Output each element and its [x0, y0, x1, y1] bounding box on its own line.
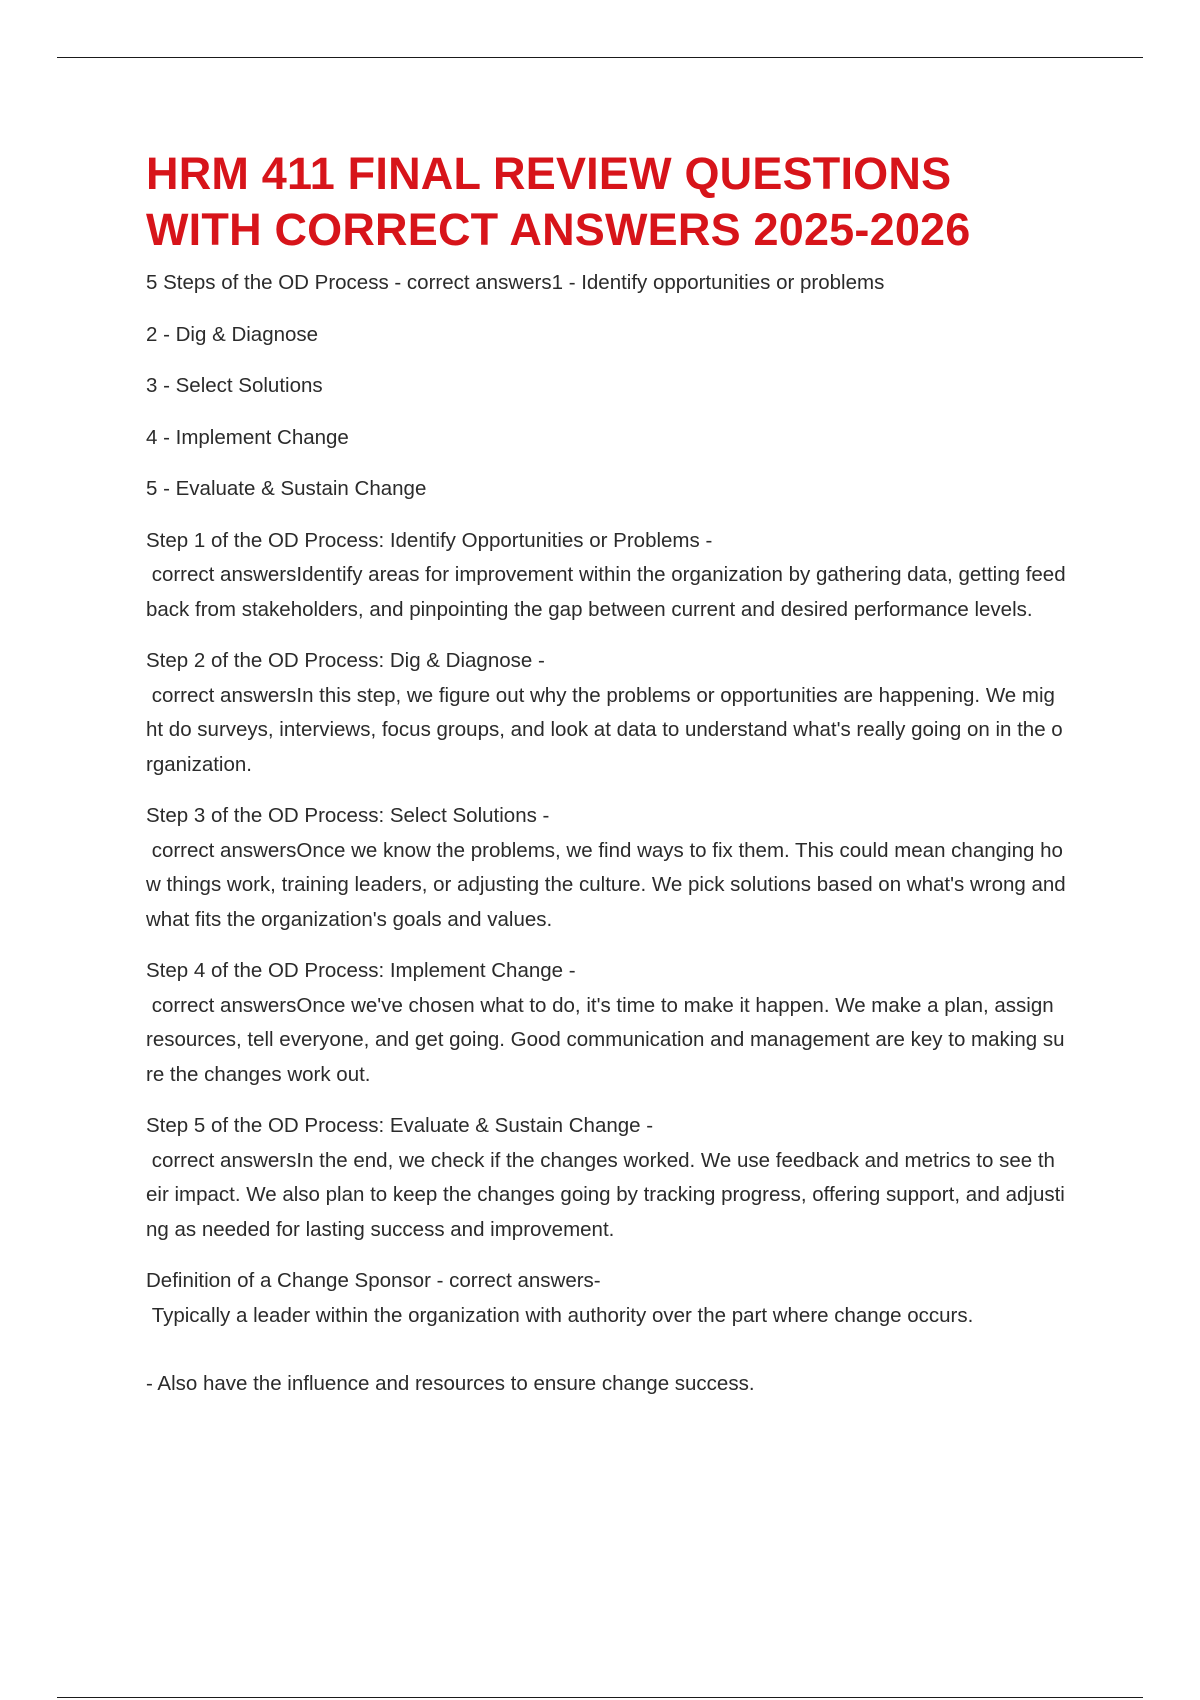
paragraph-od-steps-heading: 5 Steps of the OD Process - correct answers1 - Identify opportunities or problems — [146, 271, 885, 294]
paragraph-step-5-detail: Step 5 of the OD Process: Evaluate & Sustain Change - correct answersIn the end, we check if the changes worked. We use feedback and metrics to see their impact. We also plan to keep the changes going by tracking progress, offering support, and adjusting as needed for lasting success and improvement. — [146, 1114, 1065, 1241]
paragraph-step-4-item: 4 - Implement Change — [146, 425, 349, 449]
paragraph-step-3-detail: Step 3 of the OD Process: Select Solutions - correct answersOnce we know the problems, we find ways to fix them. This could mean changing how things work, training leaders, or adjusting the culture. We pick solutions based on what's wrong and what fits the organization's goals and values. — [146, 804, 1066, 931]
paragraph-step-4-detail: Step 4 of the OD Process: Implement Change - correct answersOnce we've chosen what to do, it's time to make it happen. We make a plan, assign resources, tell everyone, and get going. Good communication and management are key to making sure the changes work out. — [146, 959, 1065, 1086]
paragraph-step-2-detail: Step 2 of the OD Process: Dig & Diagnose - correct answersIn this step, we figure out why the problems or opportunities are happening. We might do surveys, interviews, focus groups, and look at data to understand what's really going on in the organization. — [146, 649, 1063, 776]
top-rule — [57, 57, 1143, 58]
paragraph-step-5-item: 5 - Evaluate & Sustain Change — [146, 477, 427, 500]
document-body — [146, 146, 1066, 1419]
paragraph-change-sponsor-note: - Also have the influence and resources to ensure change success. — [146, 1372, 755, 1395]
paragraph-step-1-detail: Step 1 of the OD Process: Identify Opportunities or Problems - correct answersIdentify areas for improvement within the organization by gathering data, getting feedback from stakeholders, and pinpointing the gap between current and desired performance levels. — [146, 528, 1066, 621]
document-title: HRM 411 FINAL REVIEW QUESTIONS WITH CORRECT ANSWERS 2025-2026 — [146, 148, 971, 255]
paragraph-step-3-item: 3 - Select Solutions — [146, 374, 323, 397]
bottom-rule — [57, 1697, 1143, 1698]
paragraph-change-sponsor-definition: Definition of a Change Sponsor - correct answers- Typically a leader within the organization with authority over the part where change occurs. — [146, 1269, 974, 1327]
paragraph-step-2-item: 2 - Dig & Diagnose — [146, 322, 319, 346]
